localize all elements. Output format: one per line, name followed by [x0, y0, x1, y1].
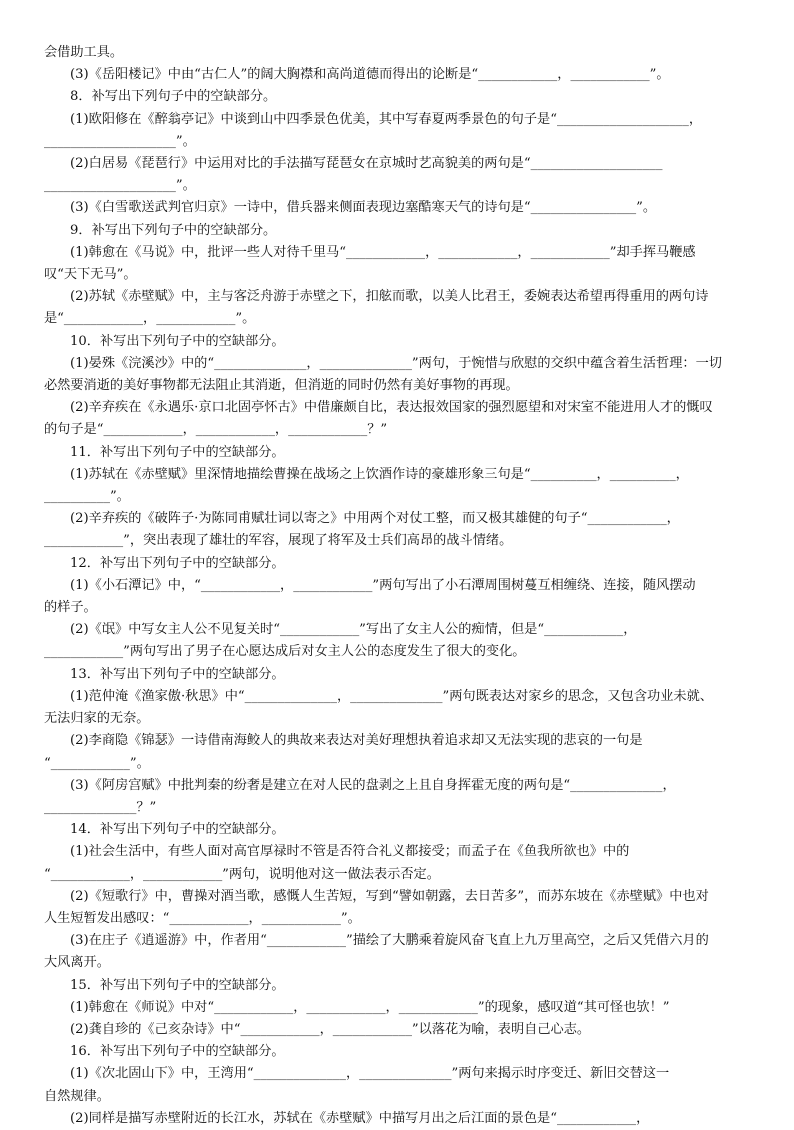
text-line: (2)《氓》中写女主人公不见复关时“____________”写出了女主人公的痴情，但是“____________， [70, 622, 637, 638]
text-line: 会借助工具。 [44, 45, 124, 60]
text-line: (1)欧阳修在《醉翁亭记》中谈到山中四季景色优美，其中写春夏两季景色的句子是“____________________， [70, 111, 703, 127]
text-line: (2)白居易《琵琶行》中运用对比的手法描写琵琶女在京城时艺高貌美的两句是“____________________ [70, 156, 663, 172]
text-line: (1)韩愈在《马说》中，批评一些人对待千里马“____________，____________，____________”却手挥马鞭感 [70, 244, 696, 260]
text-line: 的句子是“____________，____________，____________？” [44, 422, 388, 438]
text-line: __________”。 [44, 489, 130, 505]
text-line: (1)社会生活中，有些人面对高官厚禄时不管是否符合礼义都接受；而孟子在《鱼我所欲也》中的 [70, 844, 630, 860]
text-line: (3)《阿房宫赋》中批判秦的纷奢是建立在对人民的盘剥之上且自身挥霍无度的两句是“______________， [70, 777, 676, 793]
text-line: ____________________”。 [44, 178, 196, 194]
text-line: 人生短暂发出感叹：“____________，____________”。 [44, 910, 361, 926]
text-line: 大风离开。 [44, 955, 110, 971]
text-line: “____________，____________”两句，说明他对这一做法表示否定。 [44, 866, 440, 882]
text-line: (2)《短歌行》中，曹操对酒当歌，感慨人生苦短，写到“譬如朝露，去日苦多”，而苏东坡在《赤壁赋》中也对 [70, 888, 709, 904]
text-line: (2)辛弃疾的《破阵子·为陈同甫赋壮词以寄之》中用两个对仗工整，而又极其雄健的句子“____________， [70, 511, 680, 527]
text-line: 11．补写出下列句子中的空缺部分。 [70, 444, 285, 460]
text-line: 8．补写出下列句子中的空缺部分。 [70, 89, 277, 105]
text-line: (1)《小石潭记》中，“____________，____________”两句写出了小石潭周围树蔓互相缠绕、连接，随风摆动 [70, 577, 696, 593]
text-line: 必然要消逝的美好事物都无法阻止其消逝，但消逝的同时仍然有美好事物的再现。 [44, 378, 519, 394]
text-line: 9．补写出下列句子中的空缺部分。 [70, 222, 277, 238]
text-line: (2)李商隐《锦瑟》一诗借南海鲛人的典故来表达对美好理想执着追求却又无法实现的悲哀的一句是 [70, 733, 643, 749]
text-line: 自然规律。 [44, 1088, 110, 1104]
text-line: 15．补写出下列句子中的空缺部分。 [70, 977, 285, 993]
text-line: 是“____________，____________”。 [44, 311, 256, 327]
text-line: (2)苏轼《赤壁赋》中，主与客泛舟游于赤壁之下，扣舷而歌，以美人比君王，委婉表达希望再得重用的两句诗 [70, 289, 709, 305]
text-line: ____________________”。 [44, 133, 196, 149]
text-line: (1)《次北固山下》中，王湾用“______________，______________”两句来揭示时序变迁、新旧交替这一 [70, 1066, 670, 1082]
text-line: (3)《白雪歌送武判官归京》一诗中，借兵器来侧面表现边塞酷寒天气的诗句是“________________”。 [70, 200, 657, 216]
text-line: (1)韩愈在《师说》中对“____________，____________，____________”的现象，感叹道“其可怪也欤！” [70, 999, 670, 1015]
text-line: 14．补写出下列句子中的空缺部分。 [70, 822, 285, 838]
text-line: (1)范仲淹《渔家傲·秋思》中“______________，______________”两句既表达对家乡的思念，又包含功业未就、 [70, 688, 713, 704]
text-line: (3)在庄子《逍遥游》中，作者用“____________”描绘了大鹏乘着旋风奋飞直上九万里高空，之后又凭借六月的 [70, 933, 709, 949]
text-line: ____________”，突出表现了雄壮的军容，展现了将军及士兵们高昂的战斗情绪。 [44, 533, 513, 549]
text-line: (1)苏轼在《赤壁赋》里深情地描绘曹操在战场之上饮酒作诗的豪雄形象三句是“__________，__________， [70, 466, 689, 482]
text-line: “____________”。 [44, 755, 150, 771]
text-line: ______________？” [44, 799, 157, 815]
text-line: (2)辛弃疾在《永遇乐·京口北固亭怀古》中借廉颇自比，表达报效国家的强烈愿望和对宋室不能进用人才的慨叹 [70, 400, 713, 416]
text-line: 13．补写出下列句子中的空缺部分。 [70, 666, 285, 682]
text-line: 叹“天下无马”。 [44, 267, 137, 283]
text-line: 12．补写出下列句子中的空缺部分。 [70, 555, 285, 571]
text-line: ____________”两句写出了男子在心愿达成后对女主人公的态度发生了很大的变化。 [44, 644, 526, 660]
text-line: (3)《岳阳楼记》中由“古仁人”的阔大胸襟和高尚道德而得出的论断是“____________，____________”。 [70, 67, 670, 83]
text-line: 16．补写出下列句子中的空缺部分。 [70, 1044, 285, 1060]
text-line: (2)同样是描写赤壁附近的长江水，苏轼在《赤壁赋》中描写月出之后江面的景色是“____________， [70, 1110, 650, 1126]
text-line: 10．补写出下列句子中的空缺部分。 [70, 333, 285, 349]
text-line: 无法归家的无奈。 [44, 711, 150, 727]
text-line: (2)龚自珍的《己亥杂诗》中“____________，____________”以落花为喻，表明自己心志。 [70, 1021, 591, 1037]
text-line: (1)晏殊《浣溪沙》中的“______________，______________”两句，于惋惜与欣慰的交织中蕴含着生活哲理：一切 [70, 355, 722, 371]
text-line: 的样子。 [44, 600, 97, 616]
